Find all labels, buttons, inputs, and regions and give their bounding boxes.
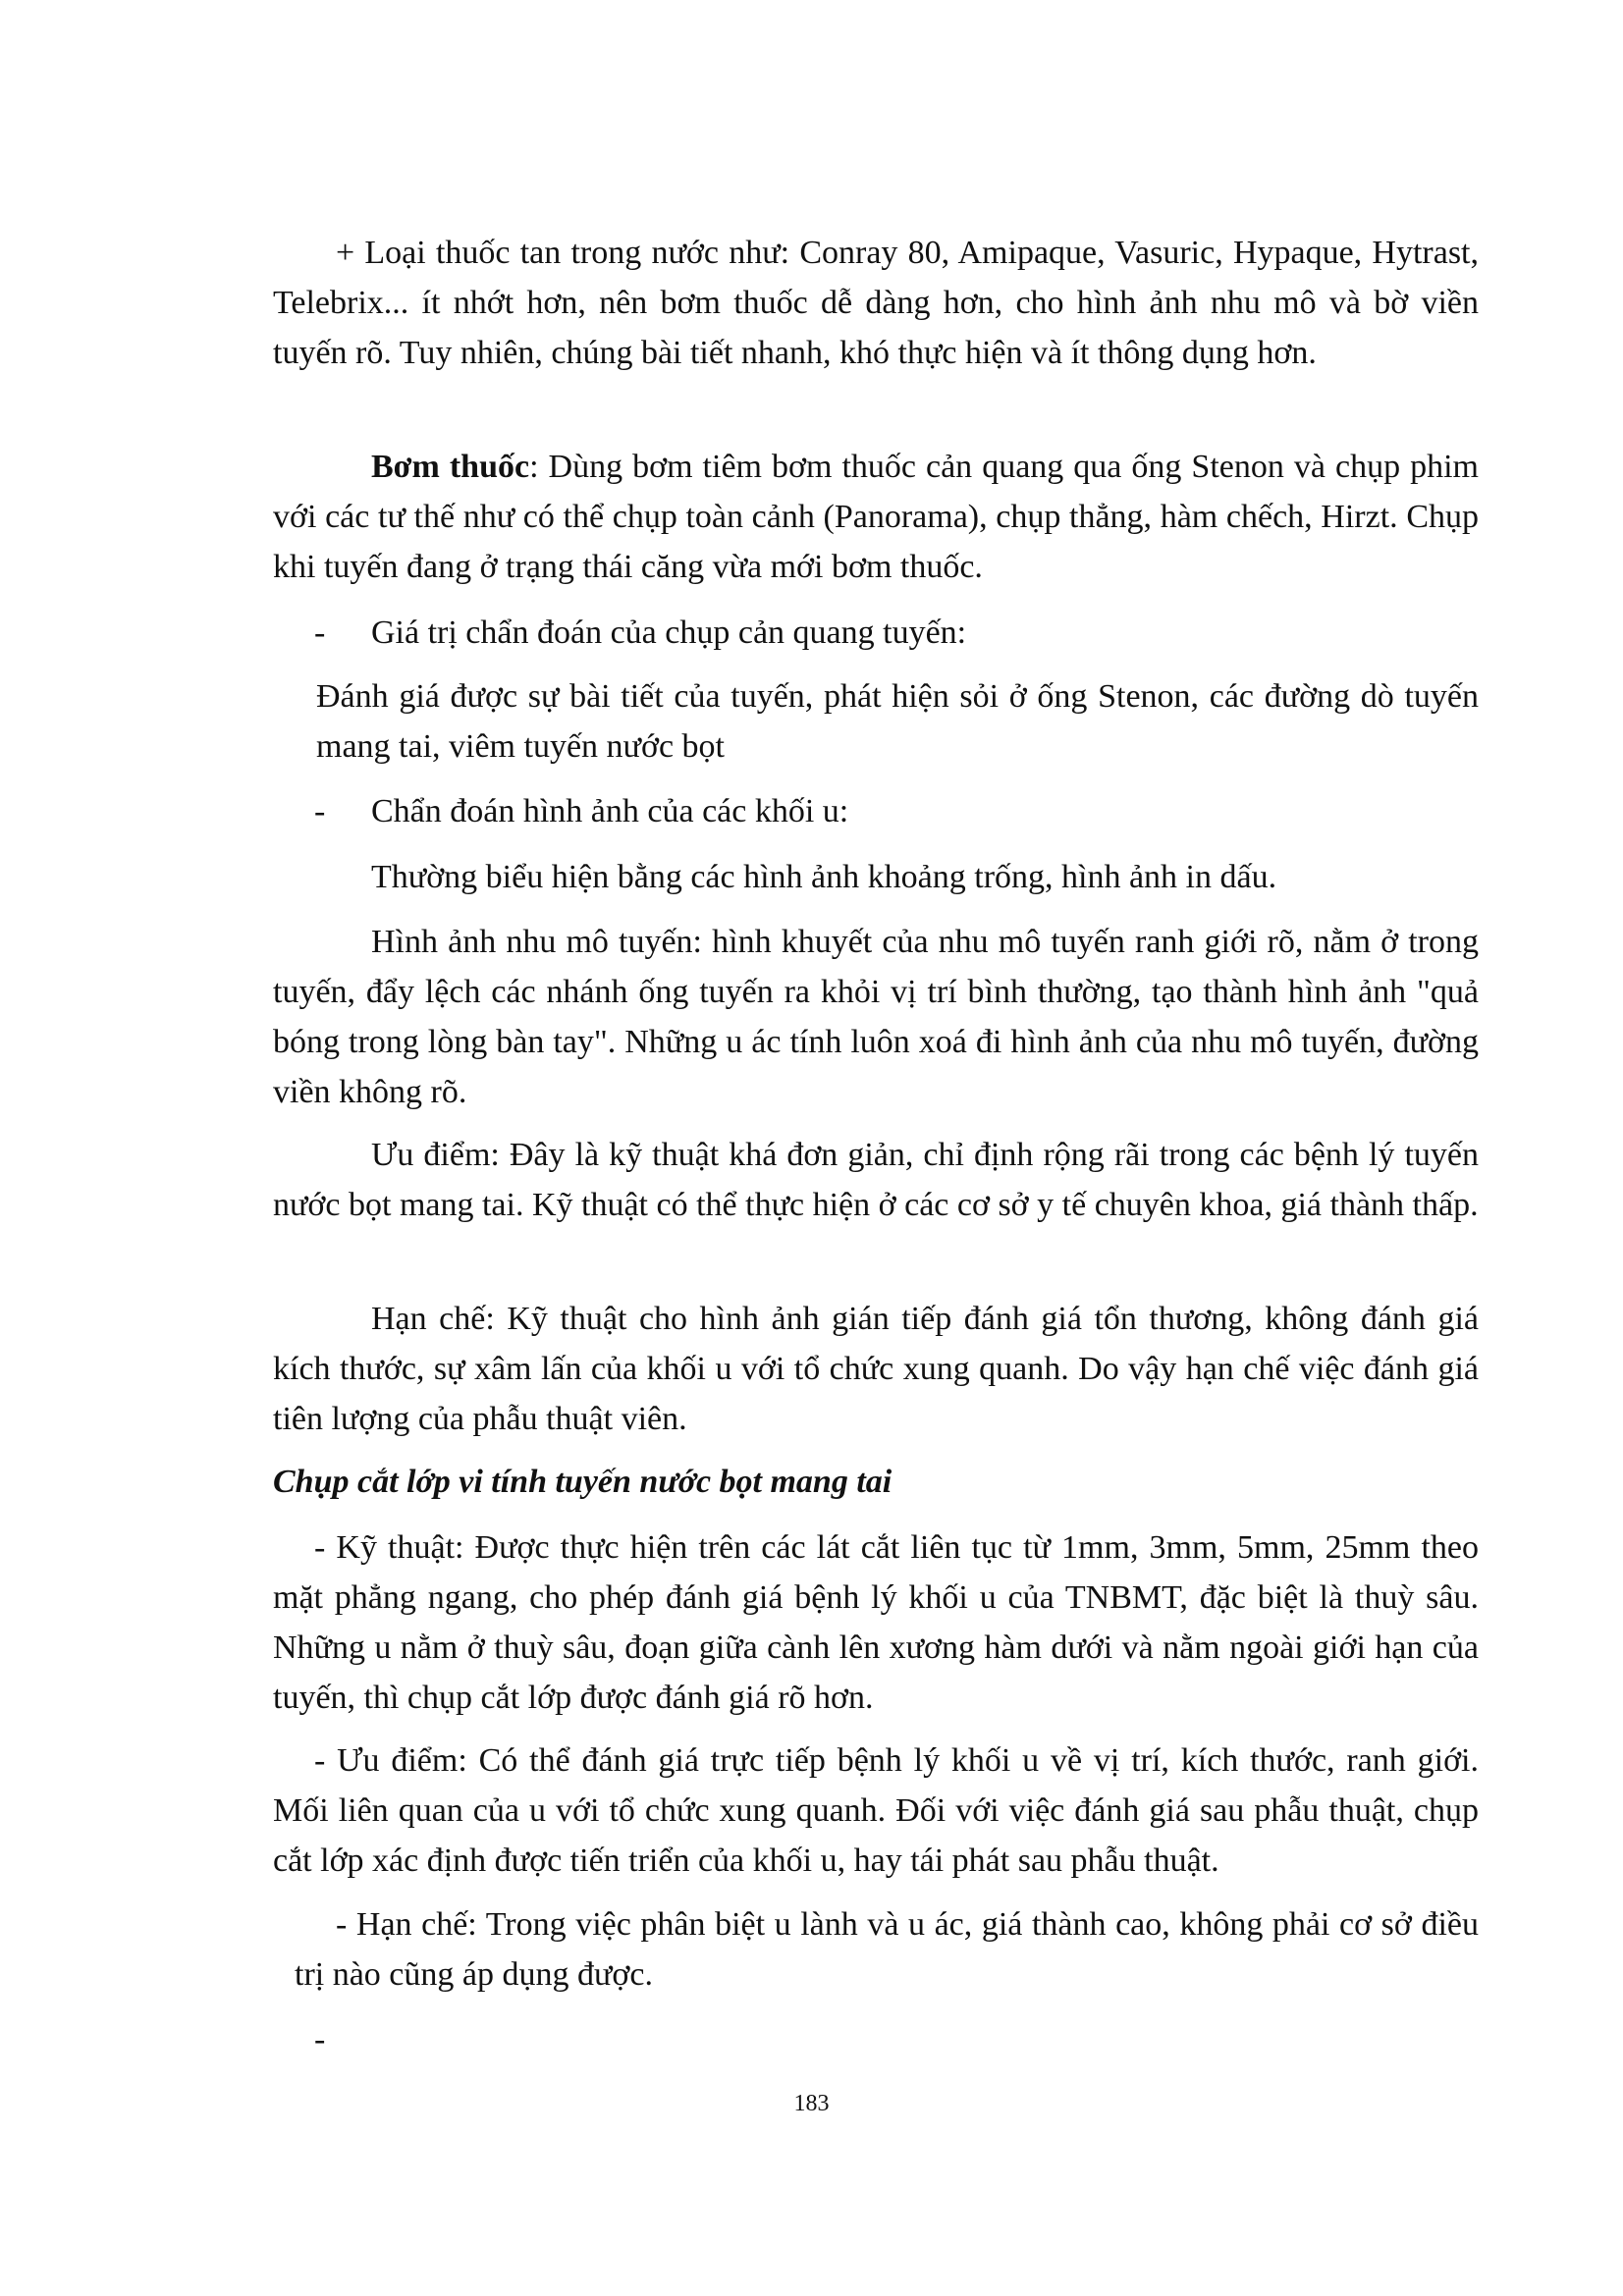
bullet-dash-1: - <box>314 614 326 651</box>
paragraph-ct-limitations: - Hạn chế: Trong việc phân biệt u lành và u ác, giá thành cao, không phải cơ sở điều trị nào cũng áp dụng được. <box>295 1906 1479 1993</box>
trailing-dash: - <box>314 2021 326 2057</box>
paragraph-water-soluble-contrast: + Loại thuốc tan trong nước như: Conray 80, Amipaque, Vasuric, Hypaque, Hytrast, Telebrix... ít nhớt hơn, nên bơm thuốc dễ dàng hơn, cho hình ảnh nhu mô và bờ viền tuyến rõ. Tuy nhiên, chúng bài tiết nhanh, khó thực hiện và ít thông dụng hơn. <box>273 235 1479 371</box>
label-injection: Bơm thuốc <box>371 449 530 485</box>
paragraph-ct-technique: - Kỹ thuật: Được thực hiện trên các lát cắt liên tục từ 1mm, 3mm, 5mm, 25mm theo mặt phẳng ngang, cho phép đánh giá bệnh lý khối u của TNBMT, đặc biệt là thuỳ sâu. Những u nằm ở thuỳ sâu, đoạn giữa cành lên xương hàm dưới và nằm ngoài giới hạn của tuyến, thì chụp cắt lớp được đánh giá rõ hơn. <box>273 1529 1479 1716</box>
paragraph-parenchyma-image: Hình ảnh nhu mô tuyến: hình khuyết của nhu mô tuyến ranh giới rõ, nằm ở trong tuyến, đẩy lệch các nhánh ống tuyến ra khỏi vị trí bình thường, tạo thành hình ảnh "quả bóng trong lòng bàn tay". Những u ác tính luôn xoá đi hình ảnh của nhu mô tuyến, đường viền không rõ. <box>273 924 1479 1110</box>
paragraph-ct-advantages: - Ưu điểm: Có thể đánh giá trực tiếp bệnh lý khối u về vị trí, kích thước, ranh giới. Mối liên quan của u với tổ chức xung quanh. Đối với việc đánh giá sau phẫu thuật, chụp cắt lớp xác định được tiến triển của khối u, hay tái phát sau phẫu thuật. <box>273 1742 1479 1879</box>
section-heading-ct: Chụp cắt lớp vi tính tuyến nước bọt mang tai <box>273 1464 893 1500</box>
paragraph-usual-signs: Thường biểu hiện bằng các hình ảnh khoảng trống, hình ảnh in dấu. <box>371 859 1277 895</box>
bullet-diagnostic-value: Giá trị chẩn đoán của chụp cản quang tuyến: <box>371 614 967 651</box>
paragraph-advantages: Ưu điểm: Đây là kỹ thuật khá đơn giản, chỉ định rộng rãi trong các bệnh lý tuyến nước bọt mang tai. Kỹ thuật có thể thực hiện ở các cơ sở y tế chuyên khoa, giá thành thấp. <box>273 1137 1479 1223</box>
bullet-tumor-imaging: Chẩn đoán hình ảnh của các khối u: <box>371 793 849 829</box>
page-number: 183 <box>793 2091 830 2116</box>
text-injection: : Dùng bơm tiêm bơm thuốc cản quang qua ống Stenon và chụp phim với các tư thế như có thể chụp toàn cảnh (Panorama), chụp thẳng, hàm chếch, Hirzt. Chụp khi tuyến đang ở trạng thái căng vừa mới bơm thuốc. <box>273 449 1479 585</box>
paragraph-evaluation: Đánh giá được sự bài tiết của tuyến, phát hiện sỏi ở ống Stenon, các đường dò tuyến mang tai, viêm tuyến nước bọt <box>316 678 1479 765</box>
paragraph-injection <box>273 442 1479 592</box>
bullet-dash-2: - <box>314 793 326 829</box>
paragraph-limitations: Hạn chế: Kỹ thuật cho hình ảnh gián tiếp đánh giá tổn thương, không đánh giá kích thước, sự xâm lấn của khối u với tổ chức xung quanh. Do vậy hạn chế việc đánh giá tiên lượng của phẫu thuật viên. <box>273 1301 1479 1437</box>
